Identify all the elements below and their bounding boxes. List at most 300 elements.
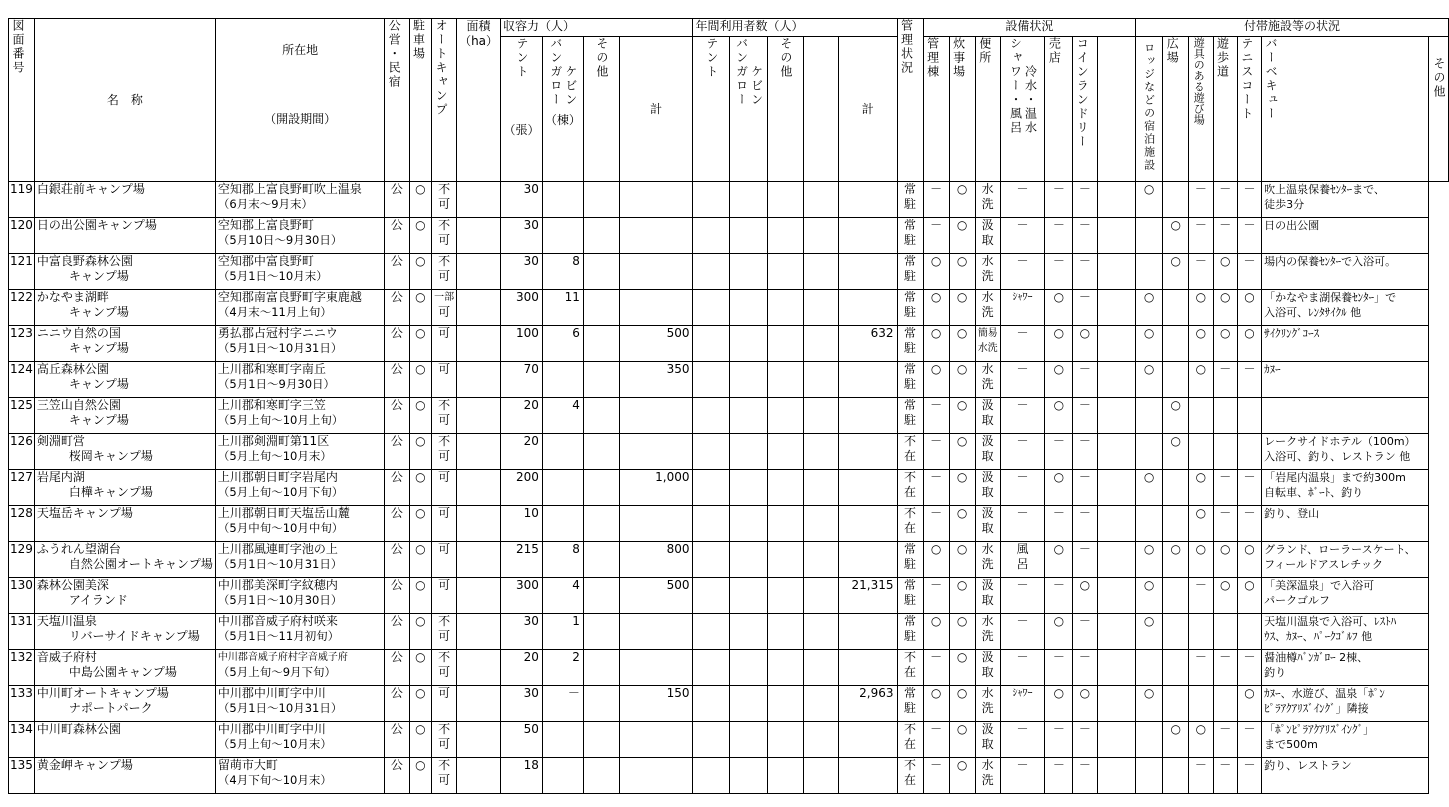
a-other-text: 醤油樽ﾊﾞﾝｶﾞﾛｰ 2棟、 — [1264, 651, 1369, 664]
coin-cell — [1073, 542, 1097, 578]
annual-tent-label: テント — [704, 37, 719, 79]
lodge-cell — [1097, 254, 1136, 290]
parking-text: ○ — [415, 542, 426, 556]
mgmt-text: 在 — [904, 773, 917, 787]
name-cell — [34, 758, 215, 794]
col-annual-spacer — [803, 37, 838, 182]
area-cell — [457, 398, 501, 434]
baiten-text: ○ — [1053, 542, 1065, 556]
kouei-cell — [385, 398, 409, 434]
col-yugu-header — [1189, 37, 1213, 182]
benjo-text: 洗 — [981, 773, 994, 787]
yugu-cell — [1163, 362, 1189, 398]
bbq-cell — [1237, 218, 1261, 254]
coin-text: － — [1078, 254, 1091, 268]
bbq-text: － — [1243, 218, 1256, 232]
tent-cell — [501, 182, 543, 218]
yugu-text: ○ — [1170, 722, 1181, 736]
baiten-cell — [1045, 506, 1073, 542]
suiji-text: ○ — [956, 542, 968, 556]
kouei-text: 公 — [390, 758, 403, 772]
location-cell — [215, 290, 384, 326]
yugu-cell — [1163, 758, 1189, 794]
autocamp-text: 可 — [438, 542, 451, 556]
shower-cell — [1000, 470, 1045, 506]
bbq-text: ○ — [1244, 686, 1255, 700]
name-text: 日の出公園キャンプ場 — [36, 218, 157, 232]
a-other-cell — [1262, 542, 1429, 578]
hiroba-text: ○ — [1143, 578, 1155, 592]
annual-spacer-cell — [803, 326, 838, 362]
shower-text: － — [1016, 218, 1029, 232]
area-cell — [457, 686, 501, 722]
kouei-text: 公 — [390, 614, 403, 628]
shower-cell — [1000, 398, 1045, 434]
no-cell — [9, 326, 35, 362]
yugu-cell — [1163, 254, 1189, 290]
kanri-text: － — [930, 578, 943, 592]
hiroba-cell — [1136, 218, 1163, 254]
mgmt-text: 常 — [904, 326, 917, 340]
baiten-cell — [1045, 614, 1073, 650]
benjo-text: 水洗 — [977, 343, 998, 354]
a-other-text: ｳｽ、ｶﾇｰ、ﾊﾟｰｸｺﾞﾙﾌ 他 — [1264, 630, 1373, 643]
attached-label: 付帯施設等の状況 — [1244, 19, 1341, 33]
table-row — [9, 506, 1449, 542]
annual-tent-cell — [693, 326, 730, 362]
col-mgmt-header — [897, 19, 923, 182]
annual-bungalow-cell — [730, 578, 768, 614]
mgmt-text: 在 — [904, 449, 917, 463]
hiroba-cell — [1136, 290, 1163, 326]
mgmt-cell — [897, 326, 923, 362]
campsite-table — [8, 18, 1449, 794]
lodge-cell — [1097, 362, 1136, 398]
lodge-cell — [1097, 398, 1136, 434]
annual-bungalow-cell — [730, 290, 768, 326]
hiroba-cell — [1136, 542, 1163, 578]
kanri-text: ○ — [930, 254, 942, 268]
annual-tent-cell — [693, 218, 730, 254]
kanri-cell — [923, 182, 949, 218]
lodge-cell — [1097, 434, 1136, 470]
location-cell — [215, 506, 384, 542]
annual-bungalow-cell — [730, 362, 768, 398]
coin-cell — [1073, 434, 1097, 470]
coin-text: － — [1078, 614, 1091, 628]
yugu-cell — [1163, 578, 1189, 614]
benjo-cell — [975, 254, 1000, 290]
mgmt-text: 不 — [904, 650, 917, 664]
tent-text: 30 — [523, 686, 539, 700]
shower-cell — [1000, 290, 1045, 326]
location-text: 空知郡上富良野町吹上温泉 — [217, 182, 362, 196]
col-kouei-header — [385, 19, 409, 182]
area-cell — [457, 578, 501, 614]
table-row — [9, 218, 1449, 254]
location-cell — [215, 254, 384, 290]
suiji-text: ○ — [956, 434, 968, 448]
parking-text: ○ — [415, 398, 426, 412]
baiten-cell — [1045, 542, 1073, 578]
yuhodo-cell — [1189, 542, 1213, 578]
a-other-text: 日の出公園 — [1264, 219, 1320, 232]
col-location-header — [215, 19, 384, 182]
annual-spacer-cell — [803, 758, 838, 794]
tennis-text: － — [1219, 218, 1232, 232]
kanri-label: 管理棟 — [925, 37, 940, 79]
bbq-text: ○ — [1244, 542, 1255, 556]
no-cell — [9, 182, 35, 218]
tennis-cell — [1213, 650, 1237, 686]
table-row — [9, 650, 1449, 686]
yuhodo-cell — [1189, 254, 1213, 290]
benjo-cell — [975, 470, 1000, 506]
kouei-text: 公 — [390, 290, 403, 304]
name-text: 中富良野森林公園 — [36, 254, 133, 268]
a-other-text: 「岩尾内温泉」まで約300m — [1264, 471, 1406, 484]
location-text: 上川郡剣淵町第11区 — [217, 434, 330, 448]
total-text: 1,000 — [655, 470, 690, 484]
facilities-label: 設備状況 — [1005, 19, 1054, 33]
total-cell — [619, 362, 693, 398]
coin-text: － — [1078, 218, 1091, 232]
kouei-cell — [385, 578, 409, 614]
yuhodo-text: － — [1194, 254, 1207, 268]
suiji-text: ○ — [956, 506, 968, 520]
bbq-text: － — [1243, 506, 1256, 520]
kouei-cell — [385, 722, 409, 758]
total-cell — [619, 218, 693, 254]
name-text: 中川町オートキャンプ場 — [36, 686, 169, 700]
location-text: （5月1日～9月30日） — [217, 377, 336, 391]
tent-text: 30 — [523, 182, 539, 196]
suiji-text: ○ — [956, 182, 968, 196]
tent-text: 20 — [523, 650, 539, 664]
kanri-cell — [923, 758, 949, 794]
col-baiten-header — [1045, 37, 1073, 182]
lodge-cell — [1097, 470, 1136, 506]
mgmt-text: 常 — [904, 578, 917, 592]
col-kanri-header — [923, 37, 949, 182]
location-cell — [215, 326, 384, 362]
mgmt-cell — [897, 398, 923, 434]
annual-total-cell — [838, 506, 897, 542]
parking-text: ○ — [415, 362, 426, 376]
kouei-cell — [385, 542, 409, 578]
baiten-cell — [1045, 434, 1073, 470]
suiji-cell — [949, 578, 975, 614]
coin-text: － — [1078, 362, 1091, 376]
annual-bungalow-cell — [730, 326, 768, 362]
location-text: 中川郡中川町字中川 — [217, 686, 326, 700]
autocamp-cell — [432, 290, 457, 326]
autocamp-text: 可 — [438, 269, 451, 283]
baiten-text: ○ — [1053, 614, 1065, 628]
tent-cell — [501, 362, 543, 398]
tent-cell — [501, 722, 543, 758]
annual-spacer-cell — [803, 614, 838, 650]
autocamp-text: 不 — [438, 398, 451, 412]
kanri-text: ○ — [930, 290, 942, 304]
col-tennis-header — [1237, 37, 1261, 182]
shower-cell — [1000, 326, 1045, 362]
col-suiji-header — [949, 37, 975, 182]
a-other-text: ｶﾇｰ — [1264, 363, 1281, 376]
bbq-cell — [1237, 290, 1261, 326]
suiji-text: ○ — [956, 254, 968, 268]
coin-label: コインランドリー — [1075, 37, 1090, 149]
lodge-cell — [1097, 614, 1136, 650]
location-cell — [215, 578, 384, 614]
annual-tent-cell — [693, 470, 730, 506]
name-text: リバーサイドキャンプ場 — [68, 629, 200, 643]
baiten-cell — [1045, 686, 1073, 722]
area-cell — [457, 722, 501, 758]
total-cell — [619, 398, 693, 434]
location-text: 空知郡中富良野町 — [217, 254, 314, 268]
shower-cell — [1000, 182, 1045, 218]
bbq-text: ○ — [1244, 578, 1255, 592]
yuhodo-cell — [1189, 218, 1213, 254]
baiten-cell — [1045, 722, 1073, 758]
bungalow-cell — [542, 686, 583, 722]
yuhodo-text: － — [1194, 758, 1207, 772]
no-cell — [9, 362, 35, 398]
bbq-cell — [1237, 326, 1261, 362]
autocamp-text: 不 — [438, 434, 451, 448]
autocamp-text: 不 — [438, 758, 451, 772]
benjo-text: 汲 — [981, 470, 994, 484]
tent-cell — [501, 326, 543, 362]
mgmt-text: 駐 — [904, 593, 917, 607]
mgmt-text: 常 — [904, 254, 917, 268]
annual-spacer-cell — [803, 578, 838, 614]
benjo-text: 取 — [981, 485, 994, 499]
autocamp-text: 可 — [438, 629, 451, 643]
mgmt-cell — [897, 506, 923, 542]
kanri-cell — [923, 542, 949, 578]
name-cell — [34, 290, 215, 326]
shower-cell — [1000, 578, 1045, 614]
no-cell — [9, 686, 35, 722]
location-text: 中川郡音威子府村咲来 — [217, 614, 338, 628]
other-cell — [583, 254, 619, 290]
suiji-cell — [949, 758, 975, 794]
location-text: 中川郡美深町字紋穂内 — [217, 578, 338, 592]
baiten-text: ○ — [1053, 362, 1065, 376]
table-row — [9, 290, 1449, 326]
col-annual-tent-header — [693, 37, 730, 182]
parking-cell — [409, 326, 432, 362]
annual-other-cell — [767, 650, 803, 686]
tennis-text: ○ — [1219, 326, 1231, 340]
lodge-cell — [1097, 218, 1136, 254]
kouei-cell — [385, 650, 409, 686]
no-text: 128 — [10, 506, 33, 520]
name-cell — [34, 722, 215, 758]
mgmt-cell — [897, 650, 923, 686]
col-name-header — [34, 19, 215, 182]
bbq-cell — [1237, 254, 1261, 290]
kanri-text: ○ — [930, 686, 942, 700]
kanri-text: ○ — [930, 326, 942, 340]
name-cell — [34, 578, 215, 614]
autocamp-text: 不 — [438, 218, 451, 232]
other-cell — [583, 578, 619, 614]
baiten-text: ○ — [1053, 470, 1065, 484]
kouei-text: 公 — [390, 326, 403, 340]
autocamp-text: 可 — [438, 578, 451, 592]
tent-cell — [501, 614, 543, 650]
period-label: （開設期間） — [264, 112, 337, 126]
tennis-text: － — [1219, 470, 1232, 484]
benjo-cell — [975, 218, 1000, 254]
name-cell — [34, 614, 215, 650]
mgmt-cell — [897, 542, 923, 578]
tennis-cell — [1213, 434, 1237, 470]
yuhodo-cell — [1189, 758, 1213, 794]
mgmt-cell — [897, 254, 923, 290]
autocamp-cell — [432, 506, 457, 542]
coin-cell — [1073, 218, 1097, 254]
kanri-cell — [923, 434, 949, 470]
coin-cell — [1073, 650, 1097, 686]
suiji-label: 炊事場 — [951, 37, 966, 79]
a-other-text: ｶﾇｰ、水遊び、温泉「ﾎﾟﾝ — [1264, 687, 1385, 700]
mgmt-text: 在 — [904, 485, 917, 499]
total-cell — [619, 470, 693, 506]
autocamp-text: 可 — [438, 737, 451, 751]
yuhodo-text: ○ — [1195, 326, 1207, 340]
benjo-cell — [975, 722, 1000, 758]
kouei-cell — [385, 470, 409, 506]
autocamp-cell — [432, 650, 457, 686]
col-yuhodo-header — [1213, 37, 1237, 182]
autocamp-label: オートキャンプ — [434, 19, 449, 117]
tent-cell — [501, 686, 543, 722]
autocamp-text: 不 — [438, 650, 451, 664]
location-text: （5月1日～10月31日） — [217, 341, 343, 355]
suiji-cell — [949, 182, 975, 218]
annual-label: 年間利用者数（人） — [695, 19, 804, 33]
yuhodo-cell — [1189, 362, 1213, 398]
benjo-text: 汲 — [981, 218, 994, 232]
other-cell — [583, 686, 619, 722]
lodge-cell — [1097, 326, 1136, 362]
annual-bungalow-cell — [730, 650, 768, 686]
kouei-text: 公 — [390, 182, 403, 196]
autocamp-text: 可 — [438, 449, 451, 463]
location-cell — [215, 398, 384, 434]
benjo-text: 水 — [981, 542, 994, 556]
tent-text: 30 — [523, 254, 539, 268]
annual-total-cell — [838, 614, 897, 650]
kouei-cell — [385, 290, 409, 326]
capacity-label: 収容力（人） — [503, 19, 576, 33]
kanri-text: ○ — [930, 542, 942, 556]
hiroba-text: ○ — [1143, 182, 1155, 196]
mgmt-text: 駐 — [904, 197, 917, 211]
a-other-cell — [1262, 470, 1429, 506]
mgmt-cell — [897, 290, 923, 326]
name-cell — [34, 326, 215, 362]
annual-total-label: 計 — [861, 101, 874, 116]
autocamp-cell — [432, 686, 457, 722]
tennis-cell — [1213, 722, 1237, 758]
suiji-cell — [949, 254, 975, 290]
kouei-text: 公 — [390, 650, 403, 664]
tent-cell — [501, 650, 543, 686]
lodge-cell — [1097, 722, 1136, 758]
lodge-cell — [1097, 686, 1136, 722]
annual-spacer-cell — [803, 542, 838, 578]
mgmt-text: 在 — [904, 665, 917, 679]
a-other-text: 天塩川温泉で入浴可、ﾚｽﾄﾊ — [1264, 615, 1397, 628]
parking-text: ○ — [415, 470, 426, 484]
col-lodge-header — [1136, 37, 1163, 182]
benjo-text: 水 — [981, 362, 994, 376]
suiji-text: ○ — [956, 470, 968, 484]
tent-text: 300 — [516, 578, 539, 592]
name-text: 岩尾内湖 — [36, 470, 85, 484]
parking-cell — [409, 686, 432, 722]
yugu-cell — [1163, 290, 1189, 326]
hiroba-text: ○ — [1143, 614, 1155, 628]
a-other-cell — [1262, 614, 1429, 650]
kouei-text: 公 — [390, 398, 403, 412]
location-text: 中川郡中川町字中川 — [217, 722, 326, 736]
bbq-text: － — [1243, 362, 1256, 376]
bbq-label: バーベキュー — [1264, 37, 1279, 121]
yuhodo-cell — [1189, 722, 1213, 758]
autocamp-cell — [432, 614, 457, 650]
shower-text: － — [1016, 614, 1029, 628]
tent-cell — [501, 542, 543, 578]
a-other-text: 吹上温泉保養ｾﾝﾀｰまで、 — [1264, 183, 1385, 196]
parking-text: ○ — [415, 506, 426, 520]
tent-text: 30 — [523, 614, 539, 628]
benjo-text: 汲 — [981, 506, 994, 520]
benjo-cell — [975, 326, 1000, 362]
col-annual-bungalow-header — [730, 37, 768, 182]
coin-cell — [1073, 722, 1097, 758]
baiten-cell — [1045, 578, 1073, 614]
area-cell — [457, 542, 501, 578]
mgmt-text: 駐 — [904, 557, 917, 571]
shower-text: － — [1016, 182, 1029, 196]
annual-bungalow-cell — [730, 254, 768, 290]
mgmt-text: 常 — [904, 398, 917, 412]
kanri-text: － — [930, 218, 943, 232]
benjo-cell — [975, 434, 1000, 470]
benjo-text: 水 — [981, 182, 994, 196]
hiroba-cell — [1136, 434, 1163, 470]
suiji-cell — [949, 470, 975, 506]
annual-spacer-cell — [803, 182, 838, 218]
bbq-cell — [1237, 542, 1261, 578]
hiroba-text: ○ — [1143, 290, 1155, 304]
no-text: 126 — [10, 434, 33, 448]
area-cell — [457, 326, 501, 362]
name-text: 白樺キャンプ場 — [68, 485, 153, 499]
kanri-cell — [923, 362, 949, 398]
col-facility-spacer — [1097, 37, 1136, 182]
suiji-text: ○ — [956, 722, 968, 736]
autocamp-text: 可 — [438, 326, 451, 340]
bbq-cell — [1237, 686, 1261, 722]
mgmt-cell — [897, 182, 923, 218]
